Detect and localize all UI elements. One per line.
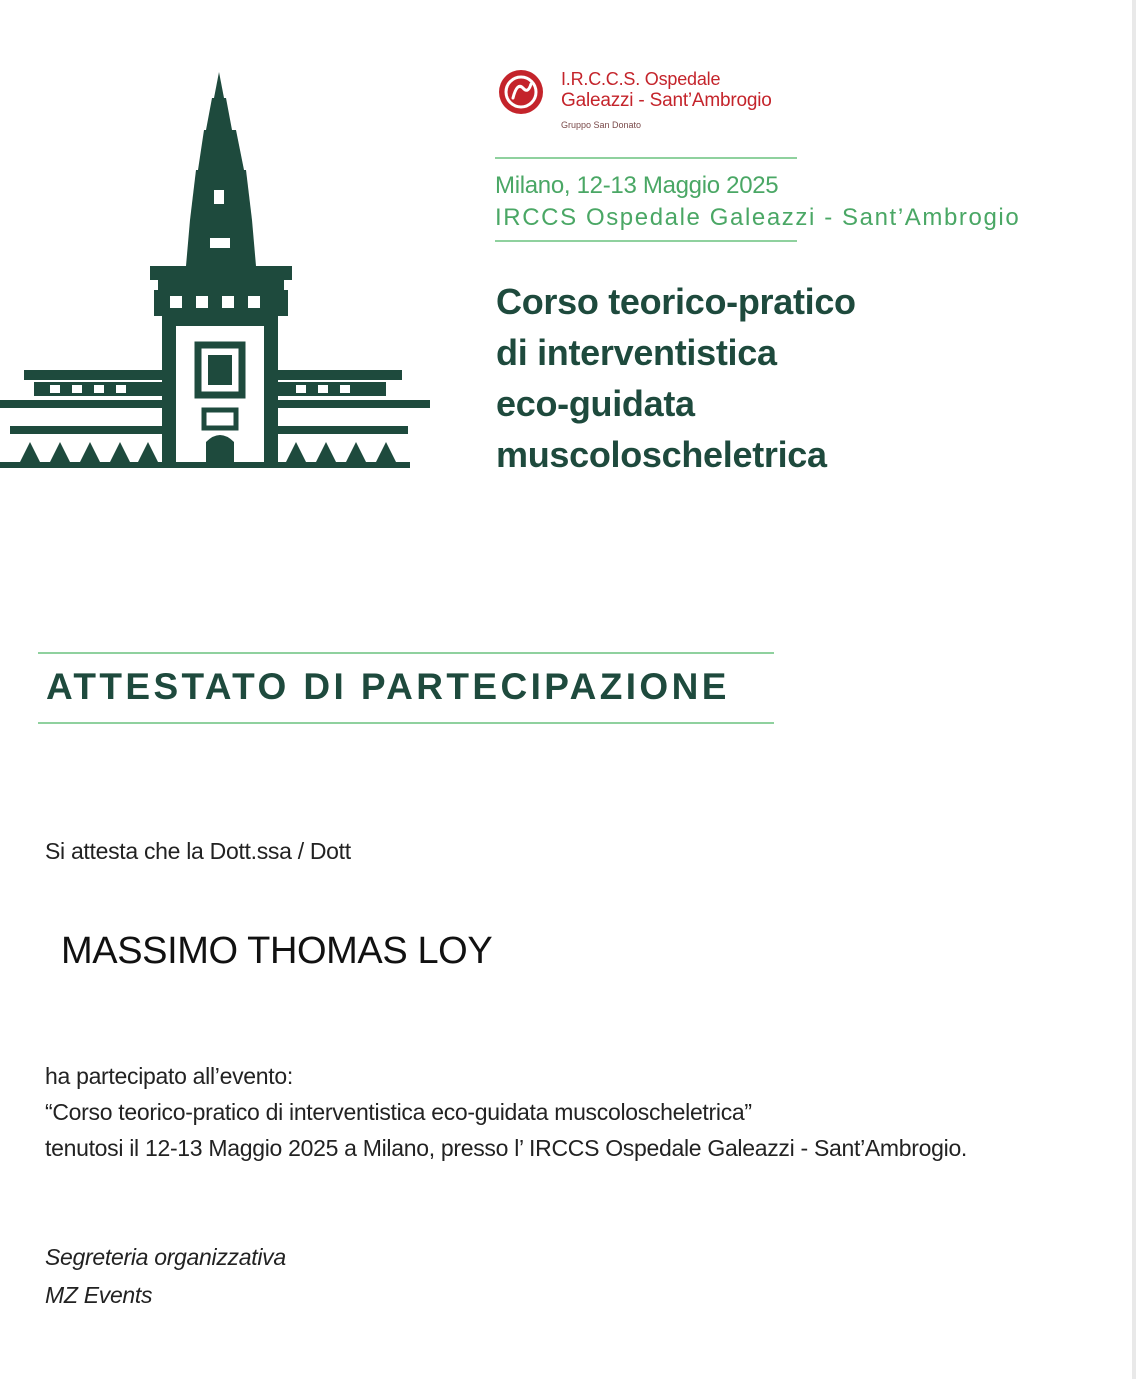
page-edge bbox=[1132, 0, 1136, 1379]
organizer-name: MZ Events bbox=[45, 1282, 153, 1308]
divider-top bbox=[495, 157, 797, 159]
participation-line: “Corso teorico-pratico di interventistica eco-guidata muscoloscheletrica” bbox=[45, 1099, 752, 1125]
course-title-line: muscoloscheletrica bbox=[496, 434, 827, 475]
course-title bbox=[496, 276, 1056, 480]
certificate-title: ATTESTATO DI PARTECIPAZIONE bbox=[46, 666, 730, 707]
hospital-name-line1: I.R.C.C.S. Ospedale bbox=[561, 69, 721, 89]
course-title-line: eco-guidata bbox=[496, 383, 695, 424]
divider-venue bbox=[495, 240, 797, 242]
hospital-logo bbox=[497, 66, 817, 138]
hospital-group-name: Gruppo San Donato bbox=[561, 120, 642, 130]
attest-text: Si attesta che la Dott.ssa / Dott bbox=[45, 838, 351, 864]
event-date: Milano, 12-13 Maggio 2025 bbox=[495, 172, 779, 199]
certificate-title-rule-bottom bbox=[38, 722, 774, 724]
recipient-name: MASSIMO THOMAS LOY bbox=[61, 930, 493, 972]
castle-tower-icon bbox=[0, 70, 430, 470]
hospital-logo-icon bbox=[497, 68, 545, 116]
participation-text bbox=[45, 1058, 967, 1166]
course-title-line: Corso teorico-pratico bbox=[496, 281, 856, 322]
participation-line: ha partecipato all’evento: bbox=[45, 1063, 293, 1089]
certificate-title-rule-top bbox=[38, 652, 774, 654]
hospital-name-line2: Galeazzi - Sant’Ambrogio bbox=[561, 90, 772, 111]
organizing-secretariat bbox=[45, 1238, 286, 1314]
course-title-line: di interventistica bbox=[496, 332, 777, 373]
event-venue: IRCCS Ospedale Galeazzi - Sant’Ambrogio bbox=[495, 204, 1021, 231]
participation-line: tenutosi il 12-13 Maggio 2025 a Milano, presso l’ IRCCS Ospedale Galeazzi - Sant’Ambrogio. bbox=[45, 1135, 968, 1161]
secretariat-label: Segreteria organizzativa bbox=[45, 1244, 286, 1270]
